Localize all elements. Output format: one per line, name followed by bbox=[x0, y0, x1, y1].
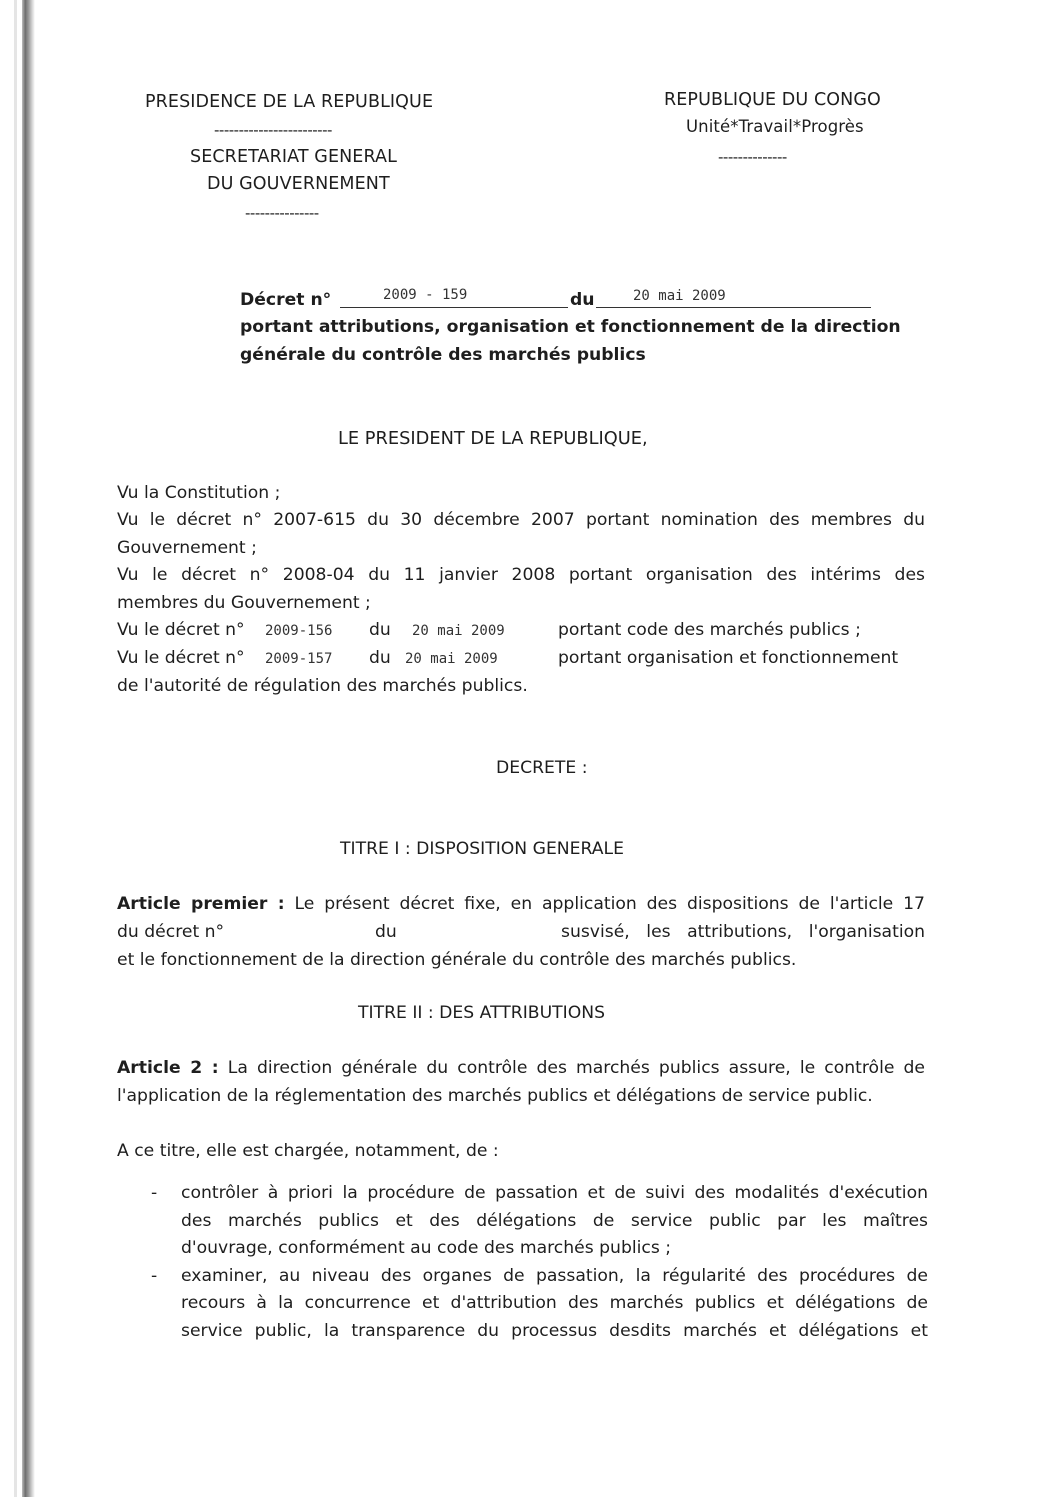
visa-constitution: Vu la Constitution ; bbox=[117, 483, 281, 503]
article-1-line-2a: du décret n° bbox=[117, 922, 225, 942]
decree-date-underline bbox=[596, 307, 871, 308]
decrete-heading: DECRETE : bbox=[496, 758, 588, 778]
bullet-2-line-3: service public, la transparence du processus desdits marchés et délégations et bbox=[181, 1321, 928, 1341]
bullet-dash-1: - bbox=[151, 1183, 158, 1203]
visa-line-7-prefix: Vu le décret n° bbox=[117, 648, 245, 668]
header-right-separator: -------------- bbox=[718, 148, 787, 166]
header-republique: REPUBLIQUE DU CONGO bbox=[664, 90, 881, 110]
decree-label: Décret n° bbox=[240, 290, 332, 310]
visa-line-4: Vu le décret n° 2008-04 du 11 janvier 2008 portant organisation des intérims des bbox=[117, 565, 925, 585]
president-heading: LE PRESIDENT DE LA REPUBLIQUE, bbox=[338, 428, 648, 449]
titre-2-heading: TITRE II : DES ATTRIBUTIONS bbox=[358, 1003, 606, 1023]
article-2-line-1 bbox=[117, 1058, 925, 1078]
decree-title-line-2: générale du contrôle des marchés publics bbox=[240, 345, 646, 365]
header-secretariat: SECRETARIAT GENERAL bbox=[190, 147, 397, 167]
article-2-line-2: l'application de la réglementation des marchés publics et délégations de service public. bbox=[117, 1086, 873, 1106]
header-left-separator-2: --------------- bbox=[245, 204, 319, 222]
visa-line-7-number: 2009-157 bbox=[265, 651, 333, 667]
decree-number: 2009 - 159 bbox=[383, 287, 468, 303]
decree-du: du bbox=[570, 290, 595, 310]
visa-line-6-du: du bbox=[369, 620, 391, 640]
article-1-line-2c: susvisé, les attributions, l'organisation bbox=[561, 922, 925, 942]
article-1-line-3: et le fonctionnement de la direction générale du contrôle des marchés publics. bbox=[117, 950, 797, 970]
decree-title-line-1: portant attributions, organisation et fonctionnement de la direction bbox=[240, 317, 901, 337]
visa-line-2: Vu le décret n° 2007-615 du 30 décembre 2007 portant nomination des membres du bbox=[117, 510, 925, 530]
header-motto: Unité*Travail*Progrès bbox=[686, 117, 864, 136]
visa-line-6-suffix: portant code des marchés publics ; bbox=[558, 620, 861, 640]
visa-line-8: de l'autorité de régulation des marchés publics. bbox=[117, 676, 528, 696]
bullet-2-line-2: recours à la concurrence et d'attribution des marchés publics et délégations de bbox=[181, 1293, 928, 1313]
charge-intro: A ce titre, elle est chargée, notamment, de : bbox=[117, 1141, 499, 1161]
bullet-dash-2: - bbox=[151, 1266, 158, 1286]
bullet-1-line-1: contrôler à priori la procédure de passation et de suivi des modalités d'exécution bbox=[181, 1183, 928, 1203]
bullet-1-line-2: des marchés publics et des délégations de service public par les maîtres bbox=[181, 1211, 928, 1231]
header-gouvernement: DU GOUVERNEMENT bbox=[207, 174, 390, 194]
article-1-line-1 bbox=[117, 894, 925, 914]
visa-line-5: membres du Gouvernement ; bbox=[117, 593, 371, 613]
scan-binding-edge bbox=[22, 0, 35, 1497]
visa-line-6-prefix: Vu le décret n° bbox=[117, 620, 245, 640]
titre-1-heading: TITRE I : DISPOSITION GENERALE bbox=[340, 839, 624, 859]
header-presidence: PRESIDENCE DE LA REPUBLIQUE bbox=[145, 92, 434, 112]
article-1-text-1: Le présent décret fixe, en application des dispositions de l'article 17 bbox=[294, 894, 925, 914]
article-1-label: Article premier : bbox=[117, 894, 285, 914]
visa-line-6-number: 2009-156 bbox=[265, 623, 333, 639]
visa-line-6-date: 20 mai 2009 bbox=[412, 623, 505, 639]
header-left-separator-1: ------------------------ bbox=[214, 121, 332, 139]
visa-line-7-suffix: portant organisation et fonctionnement bbox=[558, 648, 899, 668]
bullet-2-line-1: examiner, au niveau des organes de passation, la régularité des procédures de bbox=[181, 1266, 928, 1286]
article-2-label: Article 2 : bbox=[117, 1058, 219, 1078]
visa-line-7-date: 20 mai 2009 bbox=[405, 651, 498, 667]
article-2-text-1: La direction générale du contrôle des marchés publics assure, le contrôle de bbox=[227, 1058, 925, 1078]
decree-number-underline bbox=[340, 307, 568, 308]
visa-line-7-du: du bbox=[369, 648, 391, 668]
visa-line-3: Gouvernement ; bbox=[117, 538, 257, 558]
article-1-line-2b: du bbox=[375, 922, 397, 942]
decree-date: 20 mai 2009 bbox=[633, 288, 726, 304]
bullet-1-line-3: d'ouvrage, conformément au code des marchés publics ; bbox=[181, 1238, 672, 1258]
scan-edge-light bbox=[14, 0, 17, 1497]
